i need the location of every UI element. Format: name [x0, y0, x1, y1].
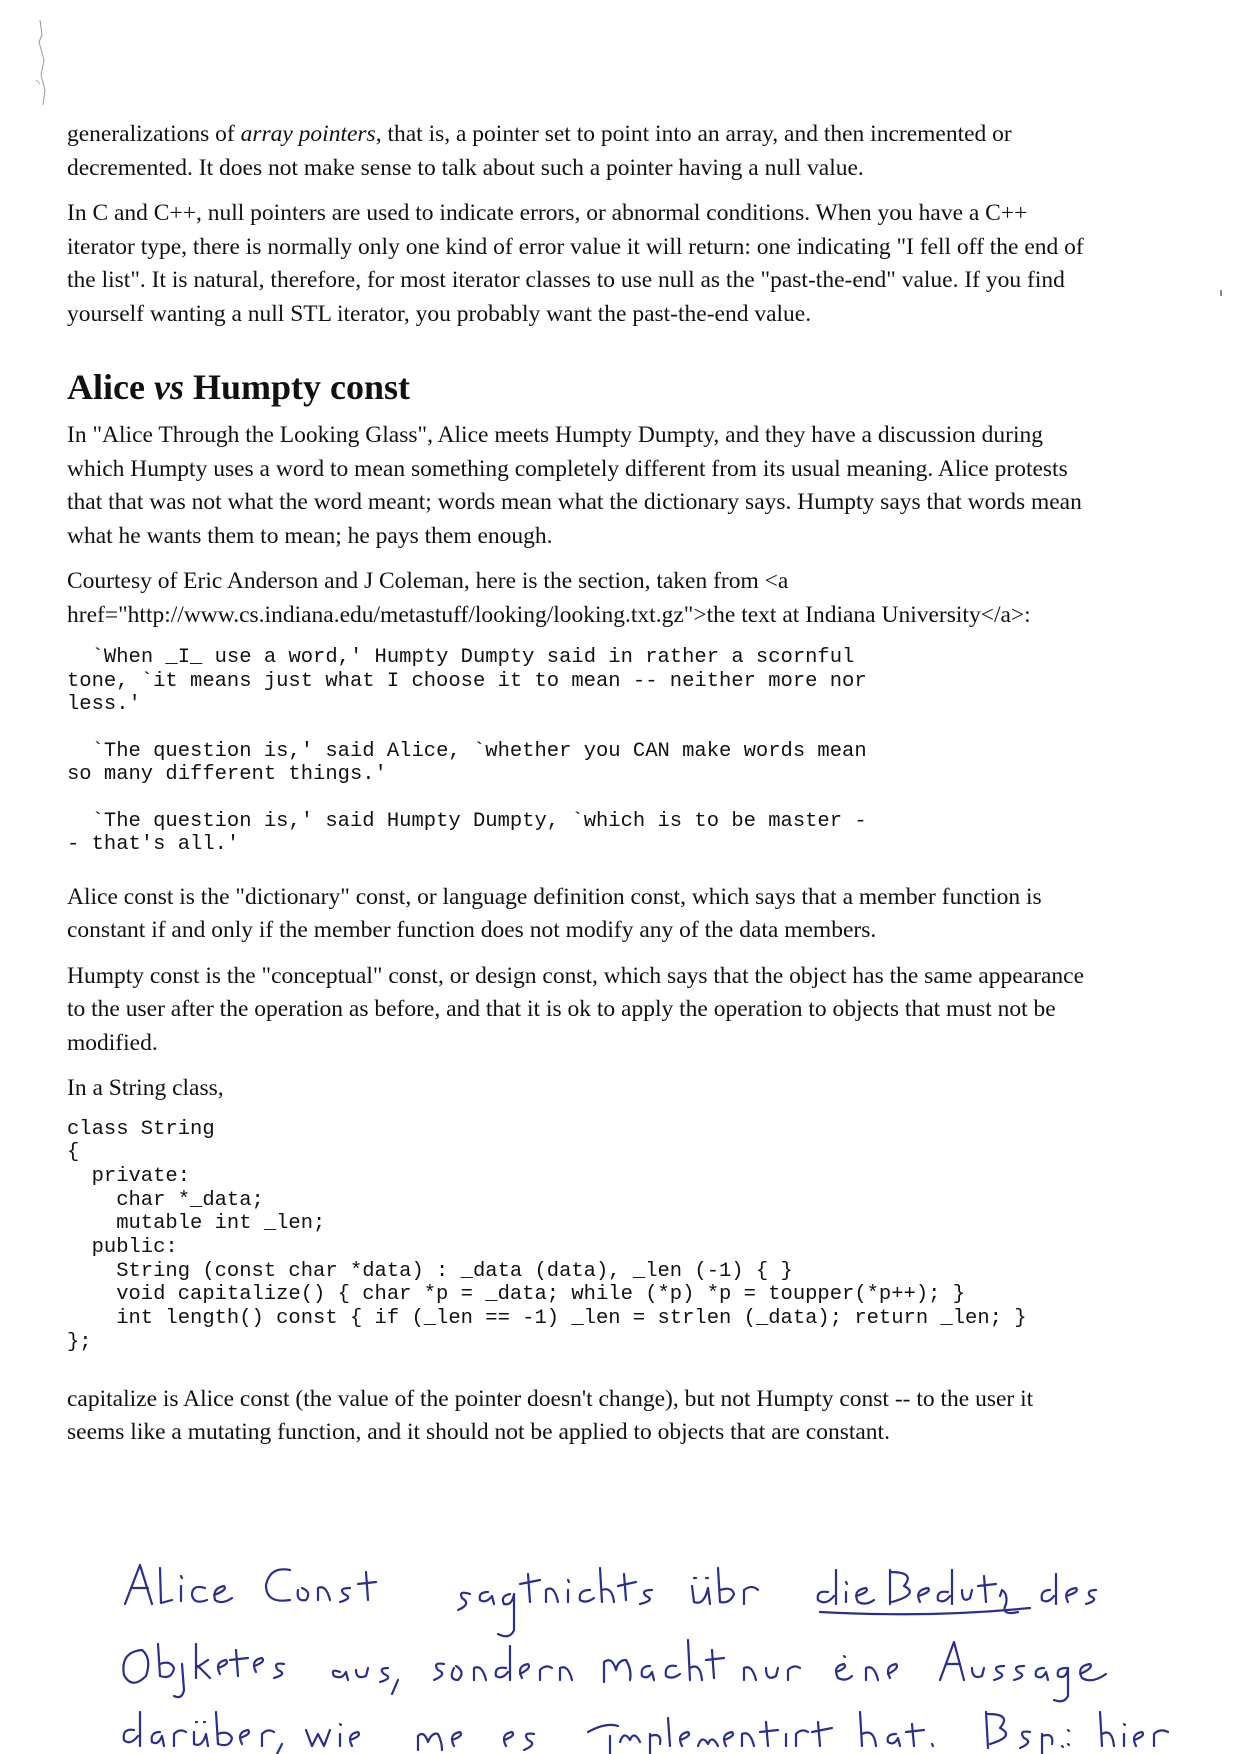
null-pointers-paragraph: In C and C++, null pointers are used to indicate errors, or abnormal conditions. When you have a C++ iterator type, there is normally only one kind of error value it will return: one indicating "I fell off the end of the list". It is natural, therefore, for most iterator classes to use null as the "past-the-end" value. If you find yourself wanting a null STL iterator, you probably want the past-the-end value.	[67, 200, 1084, 327]
code-line: String (const char *data) : _data (data), _len (-1) { }	[67, 1259, 793, 1283]
quote-block: `The question is,' said Alice, `whether you CAN make words mean so many different things.'	[67, 739, 867, 786]
code-line: mutable int _len;	[67, 1212, 326, 1236]
code-line: {	[67, 1141, 80, 1165]
string-class-intro: In a String class,	[67, 1075, 224, 1101]
handwriting-line-1	[125, 1565, 1096, 1636]
alice-const-paragraph: Alice const is the "dictionary" const, or language definition const, which says that a member function is constant if and only if the member function does not modify any of the data members.	[67, 883, 1042, 943]
capitalize-paragraph: capitalize is Alice const (the value of the pointer doesn't change), but not Humpty const -- to the user it seems like a mutating function, and it should not be applied to objects that are constant.	[67, 1385, 1034, 1446]
code-line: };	[67, 1330, 92, 1354]
code-line: void capitalize() { char *p = _data; while (*p) *p = toupper(*p++); }	[67, 1283, 966, 1307]
vs-emphasis: vs	[153, 367, 184, 407]
code-line: class String	[67, 1117, 215, 1141]
code-line: int length() const { if (_len == -1) _len = strlen (_data); return _len; }	[67, 1307, 1027, 1331]
handwriting-line-3	[124, 1712, 1168, 1754]
intro-paragraph: generalizations of array pointers, that is, a pointer set to point into an array, and then incremented or decremented. It does not make sense to talk about such a pointer having a null value.	[67, 121, 1012, 181]
code-line: char *_data;	[67, 1188, 264, 1212]
humpty-const-paragraph: Humpty const is the "conceptual" const, or design const, which says that the object has the same appearance to the user after the operation as before, and that it is ok to apply the operation to objects that must not be modified.	[67, 962, 1084, 1056]
array-pointers-emphasis: array pointers	[240, 121, 376, 147]
handwriting-line-2	[123, 1640, 1106, 1701]
quote-block: `When _I_ use a word,' Humpty Dumpty said in rather a scornful tone, `it means just what I choose it to mean -- neither more nor less.'	[67, 646, 867, 716]
code-line: private:	[67, 1164, 191, 1188]
courtesy-paragraph: Courtesy of Eric Anderson and J Coleman, here is the section, taken from <a href="http://www.cs.indiana.edu/metastuff/looking/looking.txt.gz">the text at Indiana University</a>:	[67, 568, 1031, 628]
code-line: public:	[67, 1236, 178, 1260]
section-heading: Alice vs Humpty const	[67, 367, 410, 407]
quote-block: `The question is,' said Humpty Dumpty, `which is to be master - - that's all.'	[67, 809, 867, 856]
alice-story-paragraph: In "Alice Through the Looking Glass", Alice meets Humpty Dumpty, and they have a discussion during which Humpty uses a word to mean something completely different from its usual meaning. Alice protests that that was not what the word meant; words mean what the dictionary says. Humpty says that words mean what he wants them to mean; he pays them enough.	[67, 422, 1082, 549]
